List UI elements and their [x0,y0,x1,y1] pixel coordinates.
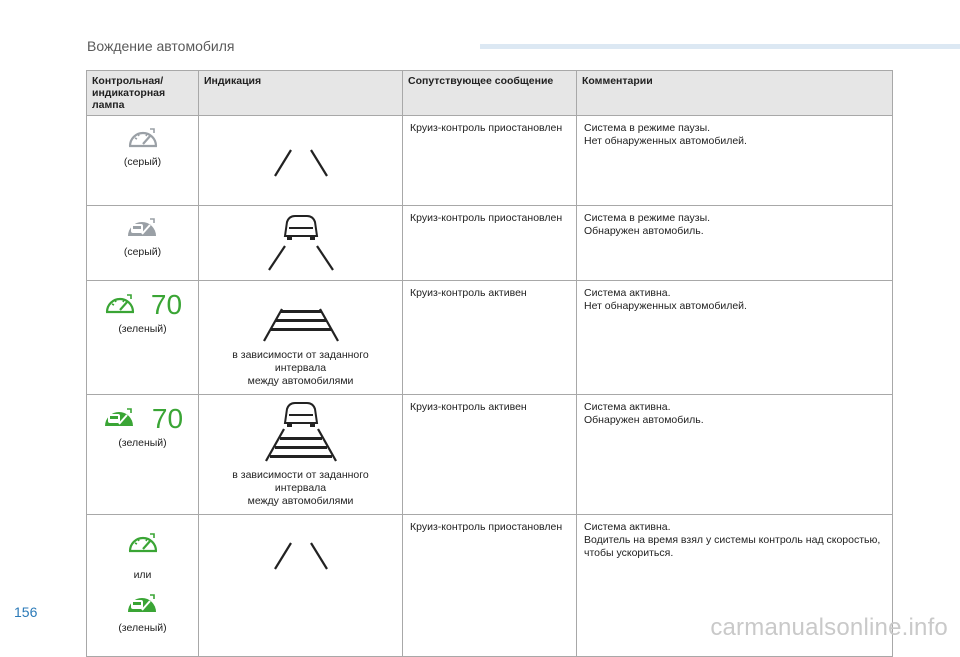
lamp-caption: (серый) [123,156,162,168]
lamp-cell [87,116,199,206]
table-row [87,281,893,395]
footer-watermark: carmanualsonline.info [710,614,948,641]
set-speed-value: 70 [151,403,184,434]
comment-cell: Система активна. Нет обнаруженных автомобилей. [577,281,893,395]
indication-note: в зависимости от заданного интервала между автомобилями [232,349,369,387]
lane-car-icon [251,214,351,274]
column-header-comment: Комментарии [577,71,893,116]
cruise-outline-icon [126,126,160,152]
indication-cell [199,515,403,657]
lamp-caption: (зеленый) [118,622,167,634]
lamp-caption: (зеленый) [118,437,167,449]
comment-cell: Система в режиме паузы. Нет обнаруженных автомобилей. [577,116,893,206]
lamp-caption: (серый) [123,246,162,258]
table-row [87,395,893,515]
message-cell: Круиз-контроль активен [403,395,577,515]
or-label: или [133,569,152,581]
cruise-indicator-table [86,70,893,657]
indication-cell [199,395,403,515]
cruise-car-icon [125,216,161,242]
column-header-indication: Индикация [199,71,403,116]
cruise-car-icon [125,592,161,618]
comment-cell: Система активна. Водитель на время взял у системы контроль над скоростью, чтобы ускориться. [577,515,893,657]
lamp-caption: (зеленый) [118,323,167,335]
column-header-lamp: Контрольная/ индикаторная лампа [87,71,199,116]
indication-cell [199,206,403,281]
lane-car-bars-icon [246,401,356,463]
message-cell: Круиз-контроль приостановлен [403,206,577,281]
lane-lines-icon [251,138,351,178]
comment-cell: Система активна. Обнаружен автомобиль. [577,395,893,515]
title-bar [480,44,960,49]
comment-cell: Система в режиме паузы. Обнаружен автомобиль. [577,206,893,281]
table-row [87,116,893,206]
lamp-cell [87,281,199,395]
lane-bars-icon [246,305,356,343]
table-row [87,206,893,281]
cruise-outline-icon [126,531,160,557]
section-title: Вождение автомобиля [87,38,235,54]
lane-lines-icon [251,531,351,571]
lamp-cell [87,395,199,515]
message-cell: Круиз-контроль приостановлен [403,116,577,206]
lamp-cell [87,206,199,281]
message-cell: Круиз-контроль приостановлен [403,515,577,657]
cruise-outline-icon [103,292,137,318]
page-number: 156 [14,604,38,620]
cruise-car-icon [102,406,138,432]
message-cell: Круиз-контроль активен [403,281,577,395]
indication-cell [199,281,403,395]
set-speed-value: 70 [150,289,183,320]
column-header-message: Сопутствующее сообщение [403,71,577,116]
lamp-cell [87,515,199,657]
indication-cell [199,116,403,206]
indication-note: в зависимости от заданного интервала между автомобилями [232,469,369,507]
table-header-row [87,71,893,116]
